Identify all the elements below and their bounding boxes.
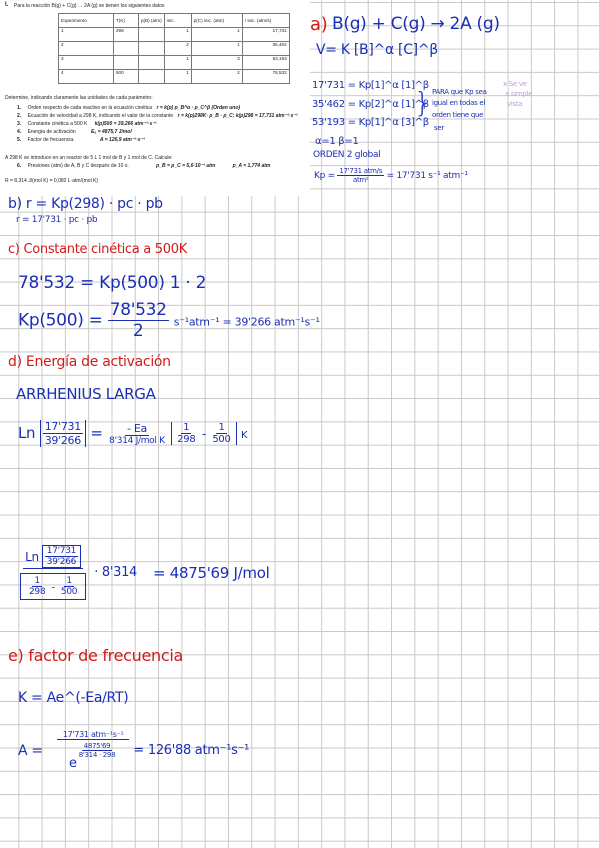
ln-fraction [43, 420, 83, 447]
a-numerator: 17'731 atm⁻¹s⁻¹ [57, 730, 130, 740]
a-label: A = [18, 742, 43, 759]
equation-exp1: 17'731 = Kp[1]^α [1]^β [312, 80, 429, 91]
arrhenius-equation [18, 420, 247, 447]
ea-solution-numerator [23, 545, 83, 569]
table-row [59, 56, 290, 70]
d2-inv-t2 [59, 576, 79, 597]
table-header: T(K) [114, 14, 139, 28]
minus-sign: - [51, 582, 55, 594]
item-number: 4. [17, 129, 22, 135]
a-denominator [67, 740, 119, 771]
kp500-fraction [108, 300, 169, 341]
part-e-title: e) factor de frecuencia [8, 646, 183, 665]
global-order: ORDEN 2 global [313, 150, 381, 160]
kp-fraction [337, 167, 384, 184]
item-number: 1. [17, 105, 22, 111]
table-cell: 1 [59, 28, 114, 42]
a-fraction [57, 730, 130, 771]
d2-inv-t2-num: 1 [66, 576, 72, 586]
table-cell: 2 [191, 70, 242, 84]
d2-inv-t1 [27, 576, 47, 597]
ln-numerator: 17'731 [44, 420, 81, 433]
inv-t1-num: 1 [183, 422, 190, 433]
table-cell: 1 [191, 28, 242, 42]
question-item [17, 105, 240, 111]
minus-sign: - [201, 427, 206, 441]
exponent-num: 4875'69 [83, 742, 111, 750]
ln-box-den: 39'266 [46, 557, 77, 567]
exponent-den: 8'314 · 298 [78, 751, 116, 759]
part-c-equation2 [18, 300, 320, 341]
item-text: Presiones (atm) de A, B y C después de 10 s. [27, 163, 129, 169]
item-number: 6. [17, 163, 22, 169]
table-cell: 3 [191, 56, 242, 70]
determine-text: Determine, indicando claramente las unidades de cada parámetro: [5, 95, 153, 101]
pink-note: x Se ve [503, 80, 527, 88]
part-c-equation1: 78'532 = Kp(500) 1 · 2 [18, 273, 207, 293]
table-cell: 78,532 [242, 70, 289, 84]
item-text: Orden respecto de cada reactivo en la ecuación cinética [27, 105, 153, 111]
ln-box [42, 545, 81, 568]
ea-solution-fraction [18, 545, 88, 600]
kp-label: Kp = [314, 171, 335, 181]
ea-solution-row [18, 545, 269, 600]
table-cell: 3 [59, 56, 114, 70]
kelvin-unit: K [241, 430, 248, 441]
table-cell [139, 56, 165, 70]
item-answer: r = k(p) p_B^α · p_C^β (Orden uno) [156, 105, 241, 111]
question-item [17, 137, 145, 143]
d2-inv-t1-den: 298 [29, 587, 46, 597]
item-number: 2. [17, 113, 22, 119]
table-row [59, 70, 290, 84]
item-answer: A = 126,9 atm⁻¹·s⁻¹ [99, 137, 145, 143]
ln-denominator: 39'266 [44, 434, 81, 447]
table-cell [139, 28, 165, 42]
table-cell [114, 56, 139, 70]
table-cell: 4 [59, 70, 114, 84]
pink-note: a simple [505, 90, 533, 98]
equation-exp3: 53'193 = Kp[1]^α [3]^β [312, 117, 429, 128]
item-text: Constante cinética a 500 K [27, 121, 88, 127]
frequency-factor-calc [18, 730, 249, 771]
ea-numerator: - Ea [126, 421, 147, 435]
table-header: p(C) inic. (atm) [191, 14, 242, 28]
table-cell [139, 42, 165, 56]
side-note: orden tiene que [432, 111, 484, 119]
part-d-title: d) Energía de activación [8, 354, 171, 370]
item-answer: k(p)500 = 39,266 atm⁻¹·s⁻¹ [94, 121, 157, 127]
temperature-box [20, 573, 86, 600]
ln-symbol: Ln [25, 549, 39, 564]
table-header: Experimento [59, 14, 114, 28]
ea-result: = 4875'69 J/mol [153, 563, 270, 582]
extra-statement: A 298 K se introduce en un reactor de 5 L 1 mol de B y 1 mol de C. Calcule: [5, 155, 173, 161]
inv-t1 [175, 422, 197, 445]
table-cell: 1 [164, 70, 191, 84]
d2-inv-t2-den: 500 [60, 587, 78, 597]
data-table [58, 13, 290, 84]
constants-line: R = 8,314 J/(mol K) = 0,082 L·atm/(mol K) [5, 178, 99, 184]
right-brace: } [414, 86, 432, 119]
kp500-result: s⁻¹atm⁻¹ = 39'266 atm⁻¹s⁻¹ [173, 315, 320, 329]
kp-denominator: atm² [353, 176, 369, 184]
item-text: Factor de frecuencia. [27, 137, 75, 143]
euler-e: e [69, 756, 77, 771]
table-cell: 35,462 [242, 42, 289, 56]
table-cell: 17,731 [242, 28, 289, 42]
table-cell: 2 [59, 42, 114, 56]
part-a-label: a) [310, 14, 328, 35]
table-cell: 1 [191, 42, 242, 56]
table-cell [139, 70, 165, 84]
ln-box-num: 17'731 [46, 546, 77, 556]
ln-bracket [40, 420, 86, 447]
table-cell: 500 [114, 70, 139, 84]
item-answer: Eₐ = 4875,7 J/mol [91, 129, 132, 135]
kp-numerator: 17'731 atm/s [339, 167, 383, 175]
inv-t2 [210, 422, 232, 445]
inv-t2-den: 500 [212, 434, 231, 445]
inv-t1-den: 298 [177, 434, 196, 445]
side-note: igual en todas el [432, 99, 486, 107]
item-text: Energía de activación [27, 129, 76, 135]
temperature-bracket [171, 422, 236, 445]
table-cell: 2 [164, 42, 191, 56]
ea-solution-denominator [18, 569, 88, 600]
kp500-label: Kp(500) = [18, 310, 103, 331]
part-b-rate-equation: b) r = Kp(298) · pc · pb [8, 196, 163, 212]
part-c-title: c) Constante cinética a 500K [8, 242, 187, 257]
reaction-orders: α=1 β=1 [315, 136, 359, 147]
arrhenius-formula: K = Ae^(-Ea/RT) [18, 690, 129, 706]
ea-denominator: 8'314 J/mol K [109, 435, 165, 446]
pink-note: vista [507, 100, 523, 108]
table-cell: 1 [164, 28, 191, 42]
side-note: PARA que Kp sea [432, 88, 487, 96]
table-cell: 1 [164, 56, 191, 70]
table-cell: 298 [114, 28, 139, 42]
item-number: 5. [17, 137, 22, 143]
table-header: inic. [164, 14, 191, 28]
part-a-reaction: B(g) + C(g) → 2A (g) [332, 14, 500, 34]
kp-calculation [314, 167, 468, 184]
ea-fraction [107, 422, 167, 446]
table-row [59, 42, 290, 56]
equation-exp2: 35'462 = Kp[2]^α [1]^β [312, 99, 429, 110]
d2-inv-t1-num: 1 [34, 576, 40, 586]
item-number: 3. [17, 121, 22, 127]
rate-law: V= K [B]^α [C]^β [316, 42, 438, 58]
question-item [17, 121, 157, 127]
kp500-numerator: 78'532 [109, 300, 167, 320]
kp500-denominator: 2 [132, 321, 144, 341]
ln-symbol: Ln [18, 424, 36, 442]
equals-sign: = [90, 424, 103, 442]
problem-statement: Para la reacción B(g) + C(g) → 2A (g) se tienen los siguientes datos [14, 3, 165, 9]
ea-solution [18, 545, 269, 600]
question-item [17, 113, 298, 119]
table-header: p(B) (atm) [139, 14, 165, 28]
table-cell [114, 42, 139, 56]
kp-result: = 17'731 s⁻¹ atm⁻¹ [386, 171, 468, 181]
ln-box-fraction [45, 546, 78, 567]
part-b-line2: r = 17'731 · pc · pb [16, 215, 98, 225]
exponent-fraction [77, 742, 117, 759]
item-answer: r = k(p)298K· p_B · p_C; k(p)298 = 17,731 atm⁻¹·s⁻¹ [177, 113, 298, 119]
table-row [59, 28, 290, 42]
item-answer: p_B = p_C = 5,6·10⁻³ atm [156, 163, 216, 169]
gas-constant-mult: · 8'314 [94, 565, 138, 580]
arrhenius-title: ARRHENIUS LARGA [16, 385, 156, 403]
problem-number: I. [5, 2, 9, 8]
table-cell: 53,193 [242, 56, 289, 70]
item-answer: p_A = 1,774 atm [232, 163, 271, 169]
printed-problem [0, 0, 310, 196]
item-text: Ecuación de velocidad a 298 K, indicando el valor de la constante [27, 113, 174, 119]
question-item [17, 163, 270, 169]
table-header: r inic. (atm/s) [242, 14, 289, 28]
inv-t2-num: 1 [218, 422, 225, 433]
question-item [17, 129, 132, 135]
side-note: ser [434, 124, 444, 132]
a-result: = 126'88 atm⁻¹s⁻¹ [133, 743, 250, 758]
